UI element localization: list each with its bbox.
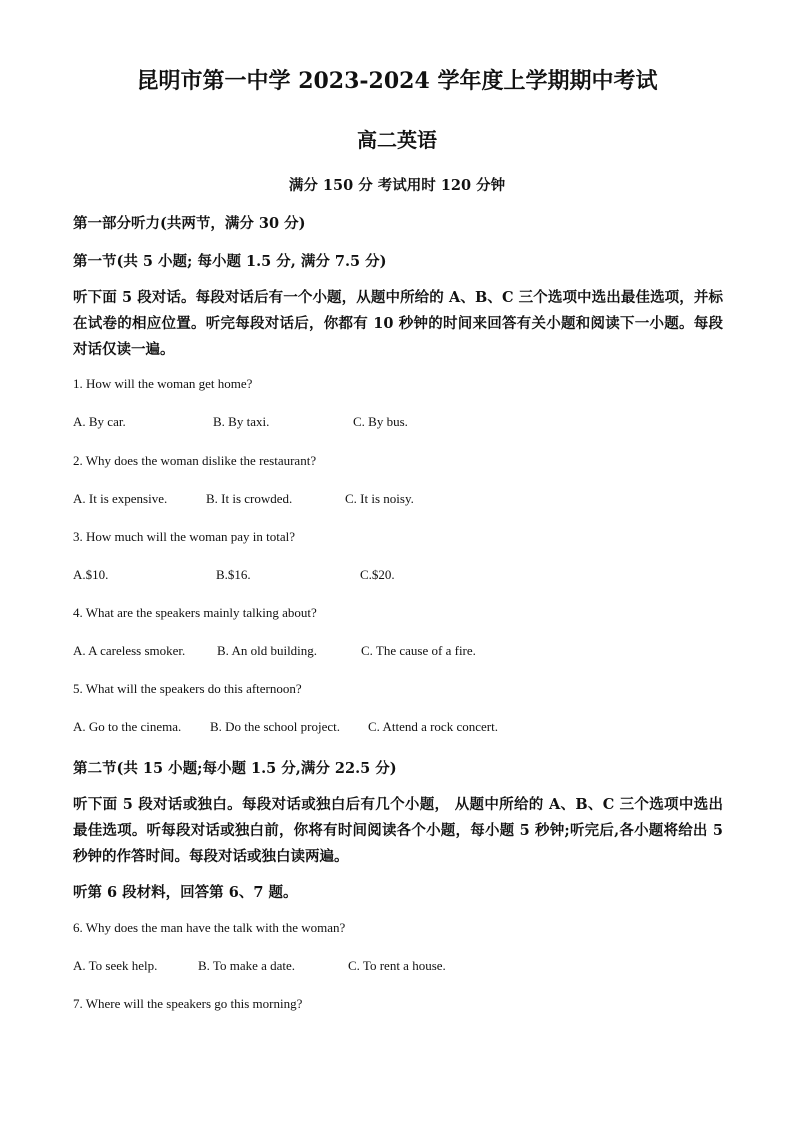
exam-info: 满分 150 分 考试用时 120 分钟: [288, 177, 506, 194]
question-3-options: [73, 567, 753, 585]
q3-option-b: B.$16.: [216, 567, 251, 582]
question-5-options: [73, 719, 753, 737]
q4-option-c: C. The cause of a fire.: [361, 643, 476, 658]
section2-instructions: 听下面 5 段对话或独白。每段对话或独白后有几个小题， 从题中所给的 A、B、C 三个选项中选出最佳选项。听每段对话或独白前，你将有时间阅读各个小题，每小题 5 秒钟;听完后,各小题将给出 5 秒钟的作答时间。每段对话或独白读两遍。: [73, 796, 723, 865]
q2-option-b: B. It is crowded.: [206, 491, 293, 506]
question-6-options: [73, 958, 753, 976]
question-1-options: [73, 414, 753, 432]
material-6-heading: 听第 6 段材料，回答第 6、7 题。: [73, 884, 298, 901]
q5-option-a: A. Go to the cinema.: [73, 719, 182, 734]
part1-heading: 第一部分听力(共两节，满分 30 分): [73, 215, 306, 232]
subject-title: 高二英语: [357, 128, 437, 152]
question-4-options: [73, 643, 753, 661]
section1-heading: 第一节(共 5 小题; 每小题 1.5 分, 满分 7.5 分): [73, 253, 387, 270]
q4-option-b: B. An old building.: [217, 643, 318, 658]
question-7: 7. Where will the speakers go this morning?: [73, 996, 303, 1011]
q2-option-c: C. It is noisy.: [345, 491, 414, 506]
question-4: 4. What are the speakers mainly talking about?: [73, 605, 317, 620]
question-5: 5. What will the speakers do this afternoon?: [73, 681, 302, 696]
question-1: 1. How will the woman get home?: [73, 376, 253, 391]
q6-option-b: B. To make a date.: [198, 958, 296, 973]
q4-option-a: A. A careless smoker.: [73, 643, 186, 658]
question-2: 2. Why does the woman dislike the restaurant?: [73, 453, 317, 468]
q1-option-b: B. By taxi.: [213, 414, 270, 429]
section1-instructions: 听下面 5 段对话。每段对话后有一个小题，从题中所给的 A、B、C 三个选项中选出最佳选项，并标在试卷的相应位置。听完每段对话后，你都有 10 秒钟的时间来回答有关小题和阅读下一小题。每段对话仅读一遍。: [73, 289, 723, 358]
q6-option-a: A. To seek help.: [73, 958, 158, 973]
q5-option-b: B. Do the school project.: [210, 719, 340, 734]
q1-option-c: C. By bus.: [353, 414, 408, 429]
q5-option-c: C. Attend a rock concert.: [368, 719, 498, 734]
q3-option-a: A.$10.: [73, 567, 109, 582]
q6-option-c: C. To rent a house.: [348, 958, 446, 973]
question-3: 3. How much will the woman pay in total?: [73, 529, 296, 544]
section2-heading: 第二节(共 15 小题;每小题 1.5 分,满分 22.5 分): [73, 760, 397, 777]
question-6: 6. Why does the man have the talk with the woman?: [73, 920, 346, 935]
q1-option-a: A. By car.: [73, 414, 126, 429]
question-2-options: [73, 491, 753, 509]
exam-title: 昆明市第一中学 2023-2024 学年度上学期期中考试: [136, 68, 658, 94]
q2-option-a: A. It is expensive.: [73, 491, 168, 506]
q3-option-c: C.$20.: [360, 567, 395, 582]
